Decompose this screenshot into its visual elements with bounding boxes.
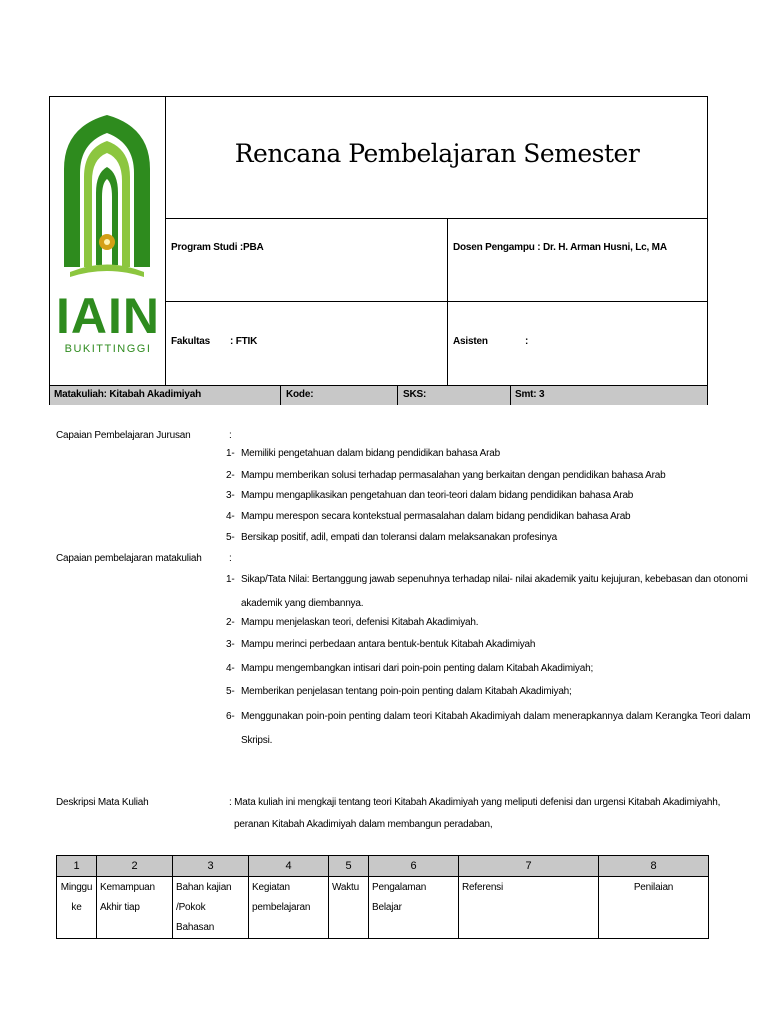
logo-text: IAIN	[56, 288, 160, 344]
course-name: Matakuliah: Kitabah Akadimiyah	[54, 389, 201, 400]
cpj-label: Capaian Pembelajaran Jurusan	[56, 430, 191, 441]
course-semester: Smt: 3	[515, 389, 545, 400]
course-info-row	[50, 385, 707, 405]
column-header: Pengalaman Belajar	[369, 877, 459, 939]
asisten-value: :	[525, 336, 529, 347]
list-item: 5- Bersikap positif, adil, empati dan toleransi dalam melaksanakan profesinya	[226, 532, 557, 543]
logo-subtext: BUKITTINGGI	[64, 343, 152, 355]
cpm-label: Capaian pembelajaran matakuliah	[56, 553, 202, 564]
column-header: Kemampuan Akhir tiap	[97, 877, 173, 939]
fakultas-label: Fakultas	[171, 336, 210, 347]
list-item: 2- Mampu menjelaskan teori, defenisi Kitabah Akadimiyah.	[226, 617, 479, 628]
rps-header-table	[49, 96, 708, 405]
column-header: Referensi	[459, 877, 599, 939]
column-header: Bahan kajian /Pokok Bahasan	[173, 877, 249, 939]
table-number-row	[57, 856, 709, 877]
dosen-pengampu: Dosen Pengampu : Dr. H. Arman Husni, Lc, MA	[453, 242, 667, 253]
column-header: Kegiatan pembelajaran	[249, 877, 329, 939]
deskripsi-line-1: : Mata kuliah ini mengkaji tentang teori Kitabah Akadimiyah yang meliputi defenisi dan urgensi Kitabah Akadimiyahh,	[229, 797, 721, 808]
institution-logo	[50, 97, 165, 385]
deskripsi-line-2: peranan Kitabah Akadimiyah dalam membangun peradaban,	[234, 819, 493, 830]
column-number: 5	[329, 856, 369, 877]
divider	[165, 218, 708, 219]
cpj-colon: :	[229, 430, 232, 441]
table-header-row	[57, 877, 709, 939]
list-item: 2- Mampu memberikan solusi terhadap permasalahan yang berkaitan dengan pendidikan bahasa Arab	[226, 470, 666, 481]
column-header: Waktu	[329, 877, 369, 939]
deskripsi-label: Deskripsi Mata Kuliah	[56, 797, 149, 808]
fakultas-value: : FTIK	[230, 336, 258, 347]
list-item: 4- Mampu merespon secara kontekstual permasalahan dalam bidang pendidikan bahasa Arab	[226, 511, 631, 522]
program-studi: Program Studi :PBA	[171, 242, 264, 253]
list-item: 3- Mampu merinci perbedaan antara bentuk-bentuk Kitabah Akadimiyah	[226, 639, 536, 650]
divider	[165, 301, 708, 302]
column-number: 8	[599, 856, 709, 877]
page-title: Rencana Pembelajaran Semester	[234, 139, 640, 168]
divider	[447, 218, 448, 385]
course-credits: SKS:	[403, 389, 427, 400]
column-number: 7	[459, 856, 599, 877]
list-item: 4- Mampu mengembangkan intisari dari poin-poin penting dalam Kitabah Akadimiyah;	[226, 663, 594, 674]
list-item: 1- Memiliki pengetahuan dalam bidang pendidikan bahasa Arab	[226, 448, 500, 459]
column-number: 6	[369, 856, 459, 877]
list-item: 6- Menggunakan poin-poin penting dalam teori Kitabah Akadimiyah dalam menerapkannya dalam Kerangka Teori dalam Skripsi.	[226, 711, 751, 746]
weekly-plan-table	[56, 855, 709, 939]
column-header: Penilaian	[599, 877, 709, 939]
asisten-label: Asisten	[453, 336, 488, 347]
cpm-colon: :	[229, 553, 232, 564]
column-header: Minggu ke	[57, 877, 97, 939]
column-number: 3	[173, 856, 249, 877]
column-number: 1	[57, 856, 97, 877]
column-number: 2	[97, 856, 173, 877]
list-item: 5- Memberikan penjelasan tentang poin-poin penting dalam Kitabah Akadimiyah;	[226, 686, 572, 697]
list-item: 3- Mampu mengaplikasikan pengetahuan dan teori-teori dalam bidang pendidikan bahasa Arab	[226, 490, 634, 501]
list-item: 1- Sikap/Tata Nilai: Bertanggung jawab sepenuhnya terhadap nilai- nilai akademik yaitu kejujuran, kebebasan dan otonomi akademik yang diembannya.	[226, 574, 748, 609]
column-number: 4	[249, 856, 329, 877]
course-code: Kode:	[286, 389, 314, 400]
